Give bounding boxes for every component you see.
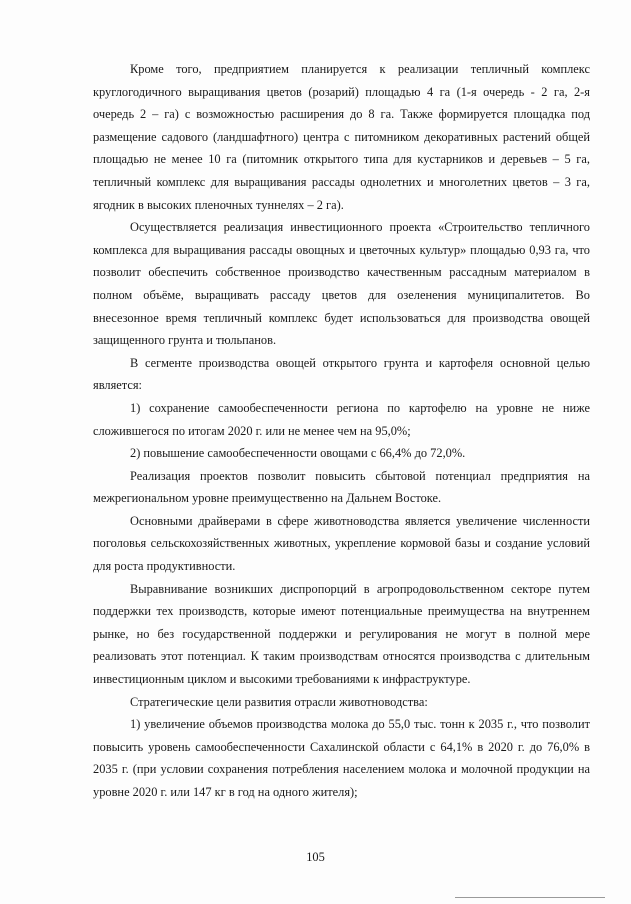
bottom-divider [455,897,605,898]
paragraph-livestock-drivers: Основными драйверами в сфере животноводства является увеличение численности поголовья сельскохозяйственных животных, укрепление кормовой базы и создание условий для роста продуктивности. [93,513,590,574]
list-item-milk: 1) увеличение объемов производства молока до 55,0 тыс. тонн к 2035 г., что позволит повысить уровень самообеспеченности Сахалинской области с 64,1% в 2020 г. до 76,0% в 2035 г. (при условии сохранения потребления населением молока и молочной продукции на уровне 2020 г. или 147 кг в год на одного жителя); [93,717,590,799]
paragraph-rosary-complex: Кроме того, предприятием планируется к реализации тепличный комплекс круглогодичного выращивания цветов (розарий) площадью 4 га (1-я очередь - 2 га, 2-я очередь 2 – га) с возможностью расширения до 8 га. Также формируется площадка под размещение садового (ландшафтного) центра с питомником декоративных растений общей площадью не менее 10 га (питомник открытого типа для кустарников и деревьев – 5 га, тепличный комплекс для выращивания рассады однолетних и многолетних цветов – 3 га, ягодник в высоких пленочных туннелях – 2 га). [93,62,590,212]
list-item-potato: 1) сохранение самообеспеченности региона по картофелю на уровне не ниже сложившегося по итогам 2020 г. или не менее чем на 95,0%; [93,400,590,438]
document-body [93,58,590,804]
paragraph-disproportion: Выравнивание возникших диспропорций в агропродовольственном секторе путем поддержки тех производств, которые имеют потенциальные преимущества на внутреннем рынке, но без государственной поддержки и регулирования не могут в полной мере реализовать этот потенциал. К таким производствам относятся производства с длительным инвестиционным циклом и высокими требованиями к инфраструктуре. [93,581,590,687]
paragraph-strategic-goals: Стратегические цели развития отрасли животноводства: [130,694,428,709]
list-item-vegetables: 2) повышение самообеспеченности овощами с 66,4% до 72,0%. [130,446,466,461]
page-number: 105 [306,850,325,864]
paragraph-sales-potential: Реализация проектов позволит повысить сбытовой потенциал предприятия на межрегиональном уровне преимущественно на Дальнем Востоке. [93,468,590,506]
paragraph-greenhouse-project: Осуществляется реализация инвестиционного проекта «Строительство тепличного комплекса для выращивания рассады овощных и цветочных культур» площадью 0,93 га, что позволит обеспечить собственное производство качественным рассадным материалом в полном объёме, выращивать рассаду цветов для озеленения муниципалитетов. Во внесезонное время тепличный комплекс будет использоваться для производства овощей защищенного грунта и тюльпанов. [93,220,590,348]
paragraph-vegetables-goal: В сегменте производства овощей открытого грунта и картофеля основной целью является: [93,355,590,393]
